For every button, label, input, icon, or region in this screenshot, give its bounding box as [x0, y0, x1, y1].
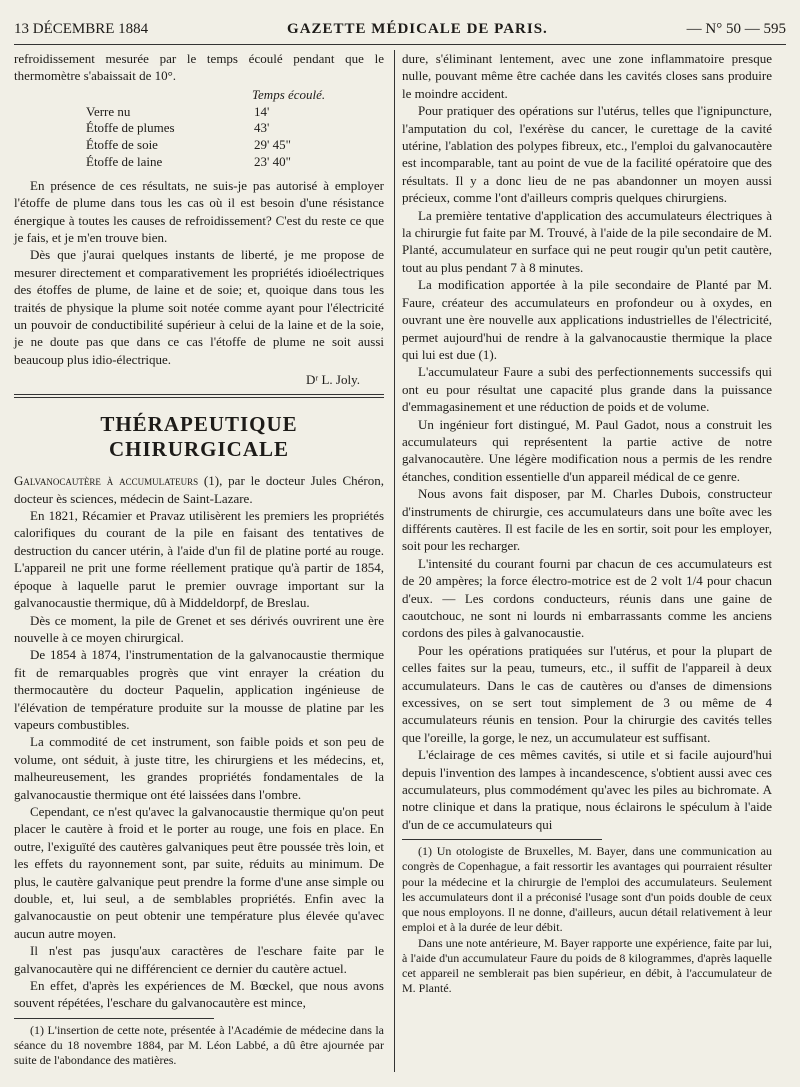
paragraph: L'intensité du courant fourni par chacun de ces accumulateurs est de 20 ampères; la force électro-motrice est de 2 volt 1/4 pour chacun d'eux. — Les cordons conducteurs, réunis dans une gaine de caoutchouc, ne sont ni lourds ni embarrassants comme les anciens cordons des piles à galvanocaustie.	[402, 555, 772, 641]
columns	[14, 50, 786, 1076]
paragraph: Nous avons fait disposer, par M. Charles Dubois, constructeur d'instruments de chirurgie, ces accumulateurs dans une boîte avec les différents cautères. Il est facile de les en sortir, soit pour les employer, soit pour les recharger.	[402, 486, 772, 554]
paragraph: Un ingénieur fort distingué, M. Paul Gadot, nous a construit les accumulateurs qui représentent la partie active de notre galvanocautère. Une légère modification nous a permis de les rendre étanches, condition essentielle d'un appareil médical de ce genre.	[402, 416, 772, 484]
paragraph: Pour pratiquer des opérations sur l'utérus, telles que l'ignipuncture, l'amputation du col, l'exérèse du cancer, le curettage de la cavité utérine, l'ablation des polypes fibreux, etc., l'emploi du galvanocautère est incomparable, tant au point de vue de la facilité opératoire que des résultats. Il y a donc lieu de ne pas abandonner un moyen aussi précieux, comme l'ont d'ailleurs compris quelques chirurgiens.	[402, 103, 772, 206]
footnote-rule	[402, 839, 602, 840]
times-value: 23' 40"	[254, 154, 291, 169]
header-title: GAZETTE MÉDICALE DE PARIS.	[287, 20, 548, 37]
times-row	[14, 137, 384, 154]
times-value: 29' 45"	[254, 137, 291, 153]
times-header: Temps écoulé.	[252, 86, 326, 102]
paragraph: Pour les opérations pratiquées sur l'utérus, et pour la plupart de celles faites sur la peau, tumeurs, etc., il suffit de l'appareil à deux accumulateurs. Dans le cas de cautères ou d'anses de dimensions excessives, on se sert tout simplement de 3 ou même de 4 accumulateurs réunis en tension. Pour la chirurgie des cavités telles que l'oreille, la gorge, le nez, un accumulateur est suffisant.	[402, 642, 772, 745]
times-value: 43'	[254, 120, 270, 136]
footnote-rule	[14, 1018, 214, 1019]
paragraph: L'accumulateur Faure a subi des perfectionnements successifs qui ont eu pour résultat une capacité plus grande dans la puissance d'emmagasinement et une réduction de poids et de volume.	[402, 364, 772, 415]
left-column	[14, 50, 384, 1068]
times-value: 14'	[254, 103, 270, 119]
header-page-number: — N° 50 — 595	[686, 20, 786, 37]
page-header	[14, 14, 786, 45]
times-row	[14, 104, 384, 121]
footnote: Dans une note antérieure, M. Bayer rapporte une expérience, faite par lui, à l'aide d'un accumulateur Faure du poids de 8 kilogrammes, d'après laquelle cet appareil ne semblerait pas bien supérieur, en débit, à l'accumulateur de M. Planté.	[402, 935, 772, 996]
header-date: 13 DÉCEMBRE 1884	[14, 20, 149, 37]
times-label: Étoffe de laine	[86, 154, 163, 169]
times-label: Étoffe de soie	[86, 137, 158, 153]
paragraph: Dès que j'aurai quelques instants de liberté, je me propose de mesurer directement et comparativement les propriétés idioélectriques des étoffes de plume, de laine et de soie; et, quoique dans tous les traités de physique la plume soit notée comme ayant pour l'électricité un pouvoir de conductibilité supérieur à celui de la laine et de la soie, je ne doute pas que dans ce cas l'étoffe de plume ne soit aussi beaucoup plus idio-électrique.	[14, 247, 384, 367]
article-byline: (1), par le docteur Jules Chéron, docteur ès sciences, médecin de Saint-Lazare.	[14, 473, 385, 506]
paragraph: La première tentative d'application des accumulateurs électriques à la chirurgie fut faite par M. Trouvé, à l'aide de la pile secondaire de M. Planté, accumulateur en surface qui ne peut rougir qu'un petit cautère, tout au plus pendant 7 à 8 minutes.	[402, 207, 772, 275]
times-row	[14, 120, 384, 137]
paragraph: En 1821, Récamier et Pravaz utilisèrent les premiers les propriétés calorifiques du courant de la pile en faisant des tentatives de destruction du cancer utérin, à l'aide d'un fil de platine porté au rouge. L'appareil ne prit une forme réellement pratique qu'à partir de 1854, époque à laquelle parut le premier ouvrage important sur la galvanocaustie thermique, dû à Middeldorpf, de Breslau.	[14, 508, 384, 611]
paragraph: dure, s'éliminant lentement, avec une zone inflammatoire presque nulle, pouvant même être cachée dans les cavités closes sans produire le moindre accident.	[402, 51, 772, 101]
paragraph: Dès ce moment, la pile de Grenet et ses dérivés ouvrirent une ère nouvelle à ce moyen chirurgical.	[14, 612, 384, 645]
paragraph: En effet, d'après les expériences de M. Bœckel, que nous avons souvent répétées, l'eschare du galvanocautère est mince,	[14, 978, 384, 1011]
author-signature: Dʳ L. Joly.	[306, 372, 360, 388]
paragraph: De 1854 à 1874, l'instrumentation de la galvanocaustie thermique fit de remarquables progrès que vint enrayer la création du thermocautère du docteur Paquelin, application ingénieuse de l'élévation de température produite sur la mousse de platine par les vapeurs combustibles.	[14, 647, 384, 732]
column-divider	[394, 50, 395, 1072]
section-title: THÉRAPEUTIQUE CHIRURGICALE	[100, 412, 298, 462]
paragraph: Il n'est pas jusqu'aux caractères de l'eschare faite par le galvanocautère qui ne différencient ce dernier du cautère actuel.	[14, 943, 384, 976]
right-column	[402, 50, 772, 996]
footnote: (1) L'insertion de cette note, présentée à l'Académie de médecine dans la séance du 18 novembre 1884, par M. Léon Labbé, a dû être ajournée par suite de l'abondance des matières.	[14, 1022, 384, 1068]
times-label: Étoffe de plumes	[86, 120, 175, 136]
times-row	[14, 154, 384, 171]
paragraph: L'éclairage de ces mêmes cavités, si utile et si facile aujourd'hui depuis l'invention des lampes à incandescence, s'obtient aussi avec ces accumulateurs, plus commodément qu'avec les piles au bichromate. A notre clinique et dans la pratique, nous éclairons le spéculum à l'aide d'un de ce accumulateurs qui	[402, 747, 772, 832]
intro-text: refroidissement mesurée par le temps écoulé pendant que le thermomètre s'abaissait de 10°.	[14, 51, 384, 84]
paragraph: Cependant, ce n'est qu'avec la galvanocaustie thermique qu'on peut placer le cautère à froid et le porter au rouge, une fois en place. En outre, l'exiguïté des cautères galvaniques peut être poussée très loin, et les effets du rayonnement sont, par suite, réduits au minimum. De plus, le cautère galvanique peut prendre la forme d'une anse simple ou double, et, lui seul, a de semblables propriétés. Enfin avec la galvanocaustie on peut obtenir une température plus élevée qu'avec aucun autre moyen.	[14, 803, 384, 941]
article-title: Galvanocautère à accumulateurs	[14, 473, 199, 489]
section-rule	[14, 394, 384, 398]
paragraph: La modification apportée à la pile secondaire de Planté par M. Faure, créateur des accumulateurs en profondeur ou à oxydes, en ouvrant une ère nouvelle aux applications industrielles de l'électricité, permet aujourd'hui de rendre à la galvanocaustie thermique la place qui lui est due (1).	[402, 277, 772, 362]
times-label: Verre nu	[86, 103, 131, 119]
newspaper-page	[14, 14, 786, 1076]
paragraph: En présence de ces résultats, ne suis-je pas autorisé à employer l'étoffe de plume dans tous les cas où il est besoin d'une résistance énergique à toutes les causes de refroidissement? C'est du reste ce que je fais, et je m'en trouve bien.	[14, 177, 384, 246]
cooling-times-table	[14, 87, 384, 171]
paragraph: La commodité de cet instrument, son faible poids et son peu de volume, ont séduit, à juste titre, les chirurgiens et les médecins, et, malheureusement, les grandes propriétés fondamentales de la galvanocaustie thermique ont été laissées dans l'ombre.	[14, 734, 384, 802]
article-lead	[14, 472, 384, 507]
footnote: (1) Un otologiste de Bruxelles, M. Bayer, dans une communication au congrès de Copenhague, a fait ressortir les avantages qui pourraient résulter pour la médecine et la chirurgie de l'emploi des accumulateurs. Seulement les accumulateurs dont il a préconisé l'usage sont d'un poids double de ceux que nous employons. Il ne donne, d'ailleurs, aucun détail relativement à leur emploi et à la durée de leur débit.	[402, 844, 772, 935]
